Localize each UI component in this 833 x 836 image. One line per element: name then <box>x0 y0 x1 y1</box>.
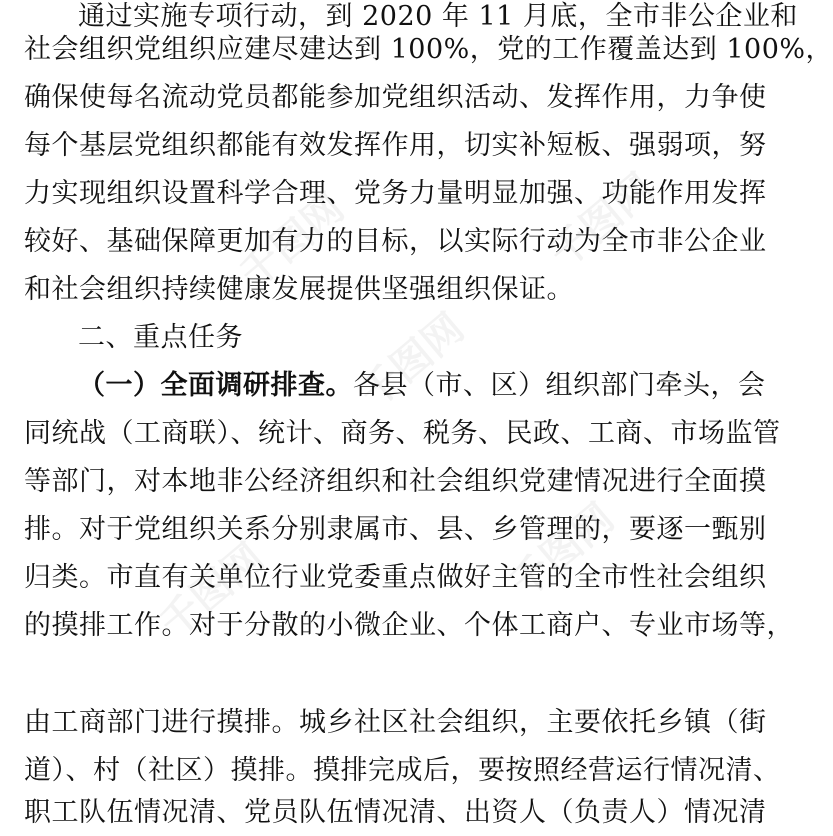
paragraph-line: 每个基层党组织都能有效发挥作用，切实补短板、强弱项，努 <box>24 130 767 161</box>
paragraph-line: 排。对于党组织关系分别隶属市、县、乡管理的，要逐一甄别 <box>24 514 767 545</box>
paragraph-line: 社会组织党组织应建尽建达到 100%，党的工作覆盖达到 100%， <box>24 34 833 65</box>
section-heading: 二、重点任务 <box>78 322 243 353</box>
paragraph-line: 通过实施专项行动，到 2020 年 11 月底，全市非公企业和 <box>78 1 798 32</box>
watermark: 千图网 <box>351 304 473 418</box>
paragraph-line: 同统战（工商联）、统计、商务、税务、民政、工商、市场监管 <box>24 418 781 449</box>
paragraph-line: 的摸排工作。对于分散的小微企业、个体工商户、专业市场等， <box>24 610 794 641</box>
paragraph-line: 力实现组织设置科学合理、党务力量明显加强、功能作用发挥 <box>24 178 767 209</box>
watermark: 千图网 <box>541 164 663 278</box>
watermark: 千图网 <box>231 184 353 298</box>
paragraph-line: 职工队伍情况清、党员队伍情况清、出资人（负责人）情况清 <box>24 797 767 828</box>
subsection-text: 各县（市、区）组织部门牵头，会 <box>353 370 766 401</box>
subsection-first-line <box>78 363 784 409</box>
watermark: 千图网 <box>151 534 273 648</box>
paragraph-line: 由工商部门进行摸排。城乡社区社会组织，主要依托乡镇（街 <box>24 707 767 738</box>
paragraph-line: 等部门，对本地非公经济组织和社会组织党建情况进行全面摸 <box>24 466 767 497</box>
paragraph-line: 归类。市直有关单位行业党委重点做好主管的全市性社会组织 <box>24 562 767 593</box>
paragraph-line: 和社会组织持续健康发展提供坚强组织保证。 <box>24 274 574 305</box>
subsection-title: （一）全面调研排查。 <box>78 370 353 401</box>
paragraph-line: 较好、基础保障更加有力的目标，以实际行动为全市非公企业 <box>24 226 767 257</box>
watermark: 千图网 <box>501 494 623 608</box>
paragraph-line: 道）、村（社区）摸排。摸排完成后，要按照经营运行情况清、 <box>24 755 781 786</box>
paragraph-line: 确保使每名流动党员都能参加党组织活动、发挥作用，力争使 <box>24 82 767 113</box>
